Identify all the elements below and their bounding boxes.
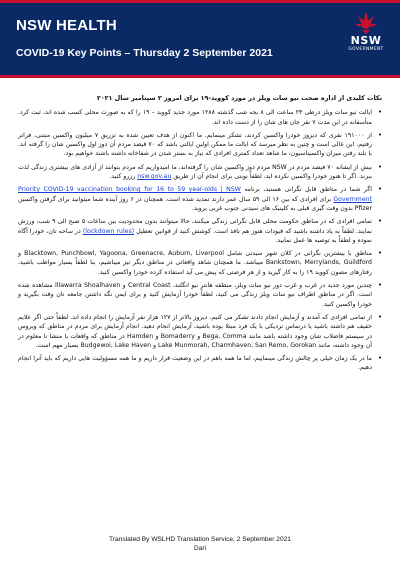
header-banner <box>0 0 400 78</box>
list-item <box>18 354 382 373</box>
bullet-icon: • <box>377 108 382 117</box>
language-label: Dari <box>193 545 207 552</box>
translation-credit: Translated By WSLHD Translation Service, 2 September 2021 <box>109 536 291 543</box>
point-text: مناطق با بیشترین نگرانی در کلان شهر سیدنی شامل Blacktown, Punchbowl, Yagoona, Greenacre, Auburn, Liverpool و Bankstown, Merrylands, Guildford میباشد. ما همچنان شاهد واقعاتی در مناطق دیگر نیز میباشیم، بنا لطفاً بسیار مواظب باشید، رفتارهای مصون کووید ۱۹ را به کار گیرید و از هر فرصتی که پیش می آید استفاده کرده خودرا واکسین کنید. <box>18 250 372 276</box>
logo-subtext: GOVERNMENT <box>348 47 384 52</box>
point-text: ما در یک زمان خیلی پر چالش زندگی مینماییم، اما ما همه باهم در این وضعیت قرار داریم و ما همه مسؤولیت هایی داریم که باید آنرا انجام دهیم. <box>18 355 372 372</box>
bullet-icon: • <box>377 354 382 363</box>
list-item <box>18 249 382 277</box>
vaccination-booking-link[interactable]: Priority COVID-19 vaccination booking for 16 to 59 year-olds | NSW Government <box>18 186 372 203</box>
list-item <box>18 281 382 309</box>
list-item <box>18 131 382 159</box>
bullet-icon: • <box>377 217 382 226</box>
waratah-flower-icon <box>353 10 379 36</box>
point-text-continued: در ساحه تان، خودرا آگاه نموده و لطفاً به توصیه ها عمل نمایید. <box>18 227 372 244</box>
point-text: بیش از ایشانه ۷۰ فیصد مردم در NSW مردم دوز واکسین شان را گرفته‌اند، ما امیدواریم که مردم بتوانند از آزادی های بیشتری زندگی لذت ببرند. اگر تا هنوز خودرا واکسین نکرده اید، لطفاً نوبتی برای انجام آن از طریق <box>18 163 372 181</box>
nsw-government-logo <box>342 10 390 70</box>
bullet-icon: • <box>377 185 382 194</box>
page-subtitle: COVID-19 Key Points – Thursday 2 September 2021 <box>16 47 273 59</box>
list-item <box>18 185 382 213</box>
key-points-list <box>18 108 382 372</box>
logo-text: NSW <box>350 34 382 47</box>
nsw-gov-link[interactable]: nsw.gov.au <box>137 173 172 181</box>
list-item <box>18 163 382 182</box>
bullet-icon: • <box>377 281 382 290</box>
point-text: ایالت نیو سات ویلز درطی ۲۴ ساعت الی ۸ بجه شب گذشته ۱۲۸۸ مورد جدید کووید – ۱۹ را که به صورت محلی کسب شده اند، ثبت کرد. متأسفانه در این مدت ۷ نفر جان های شان را از دست داده اند. <box>18 109 373 126</box>
list-item <box>18 313 382 350</box>
list-item <box>18 108 382 127</box>
point-text: اگر شما در مناطق قابل نگرانی هستید، برنامه <box>244 186 372 194</box>
header-bottom-stripe <box>0 75 400 78</box>
bullet-icon: • <box>377 130 382 139</box>
point-text-continued: برای افرادی که بین ۱۶ الی ۵۹ سال عمر دارند تمدید شده است. همچنان در ۶ روز آینده شما میتوانید برای گرفتن واکسین Pfizer بدون وقت گیری قبلی به کلینیک های سیدنی جنوب غربی بروید. <box>18 195 372 212</box>
point-text: از تمامی افرادی که آمدند و آزمایش انجام دادند تشکر می کنیم. دیروز بالاتر از ۱۲۷ هزار نفر آزمایش را انجام داده اند. لطفاً حتی اگر علایم خفیف هم داشته باشید یا درتماس نزدیکی با یک فرد مبتلا بوده باشید، آزمایش انجام دهید. انجام آزمایش برای مردم در مناطق که ویروس در سیستم فاضلاب شان وجود داشته باشد مانند Bega, Comma و Bomaderry و Hamden در مناطق که واقعات با منشا نا معلوم در آن وجود داشته، مانند Lake Munmorah, Charmhaven, San Remo, Gorokan و Budgewoi, Lake Haven بسیار مهم است. <box>18 313 372 349</box>
point-text-continued: رزرو کنید. <box>109 173 136 181</box>
point-text: تمامی افرادی که در مناطق حکومت محلی قابل نگرانی زندگی میکنند، حالا میتوانند بدون محدودیت بین ساعات ۵ صبح الی ۹ شب، ورزش نمایند. لطفاً به یاد داشته باشید که قیودات هنوز هم نافذ است. کوشش کنید از قوانین تعطیل <box>18 218 373 235</box>
point-text: چندین مورد جدید در غرب و غرب دور نیو سات ویلز، منطقه هانتر نیو انگلند، Central Coast و Illawarra Shoalhaven مشاهده شده است. اگر در مناطق اطراف نیو سات ویلز زندگی می کنید، لطفاً خودرا آزمایش کنید و برای ایمن نگه داشتن جامعه تان وقت بگیرید و خودرا واکسین کنید. <box>18 282 373 308</box>
lockdown-rules-link[interactable]: (lockdown rules) <box>82 227 135 235</box>
header-top-stripe <box>0 0 400 3</box>
page-title: NSW HEALTH <box>16 17 117 34</box>
bullet-icon: • <box>377 312 382 321</box>
point-text: از ۱۹۱۰۰۰ نفری که دیروز خودرا واکسین کردند، تشکر مینمایم. ما اکنون از هدف تعیین شده به تزریق ۷ میلیون واکسین مبتنی، فراتر رفتیم. این عالی است و چنین به نظر میرسد که ایالت ما ممکن اولین ایالتی باشد که ۷۰ فیصد مردم آن دوز اول واکسین شان را گرفته اند. با بلند رفتن میزان واکسیناسیون، ما شاهد تعداد کمتری افرادی که نیاز به بستر شدن در شفاخانه داشته باشند خواهیم بود. <box>18 131 372 158</box>
list-item <box>18 217 382 245</box>
bullet-icon: • <box>377 249 382 258</box>
document-body <box>18 94 382 524</box>
footer <box>0 535 400 553</box>
bullet-icon: • <box>377 162 382 171</box>
document-heading: نکات کلیدی از اداره صحت نیو سات ویلز در مورد کووید-۱۹ برای امروز ۲ سپتامبر سال ۲۰۲۱ <box>96 94 382 102</box>
